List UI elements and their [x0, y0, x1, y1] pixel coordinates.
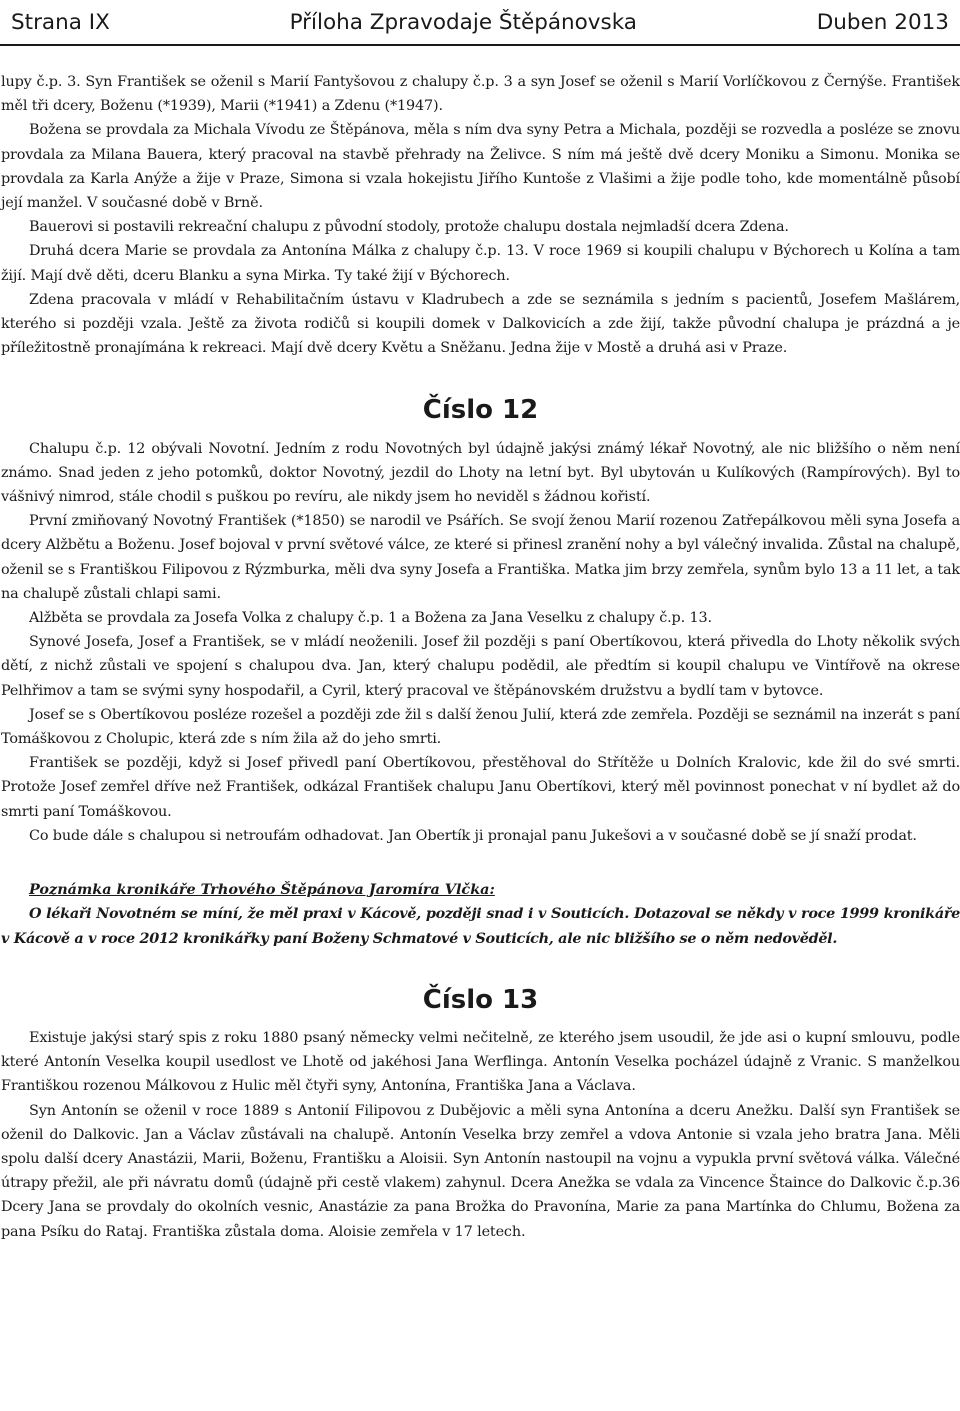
paragraph: Božena se provdala za Michala Vívodu ze Štěpánova, měla s ním dva syny Petra a Michala, později se rozvedla a posléze se znovu provdala za Milana Bauera, který pracoval na stavbě přehrady na Želivce. S ním má ještě dvě dcery Moniku a Simonu. Monika se provdala za Karla Anýže a žije v Praze, Simona si vzala hokejistu Jiřího Kuntoše z Vlašimi a žije podle toho, kde momentálně působí její manžel. V současné době v Brně. [1, 122, 960, 212]
paragraph: Bauerovi si postavili rekreační chalupu z původní stodoly, protože chalupu dostala nejmladší dcera Zdena. [29, 219, 789, 236]
paragraph: František se později, když si Josef přivedl paní Obertíkovou, přestěhoval do Střítěže u Dolních Kralovic, kde žil do své smrti. Protože Josef zemřel dříve než František, odkázal František chalupu Janu Obertíkovi, který měl povinnost ponechat v ní bydlet až do smrti paní Tomáškovou. [1, 755, 960, 820]
issue-date: Duben 2013 [816, 9, 949, 35]
paragraph: Existuje jakýsi starý spis z roku 1880 psaný německy velmi nečitelně, ze kterého jsem usoudil, že jde asi o kupní smlouvu, podle které Antonín Veselka koupil usedlost ve Lhotě od jakéhosi Jana Werflinga. Antonín Veselka pocházel údajně z Vranic. S manželkou Františkou rozenou Málkovou z Hulic měl čtyři syny, Antonína, Františka Jana a Václava. [1, 1029, 960, 1095]
paragraph: Zdena pracovala v mládí v Rehabilitačním ústavu v Kladrubech a zde se seznámila s jedním s pacientů, Josefem Mašlárem, kterého si později vzala. Ještě za života rodičů si koupili domek v Dalkovicích a zde žijí, takže původní chalupa je prázdná a je příležitostně pronajímána k rekreaci. Mají dvě dcery Květu a Sněžanu. Jedna žije v Mostě a druhá asi v Praze. [1, 291, 960, 357]
paragraph: Josef se s Obertíkovou posléze rozešel a později zde žil s další ženou Julií, která zde zemřela. Později se seznámil na inzerát s paní Tomáškovou z Cholupic, která zde s ním žila až do jeho smrti. [1, 706, 960, 748]
publication-title: Příloha Zpravodaje Štěpánovska [289, 9, 637, 35]
chronicler-note-text: O lékaři Novotném se míní, že měl praxi v Kácově, později snad i v Souticích. Dotazoval se někdy v roce 1999 kronikáře v Kácově a v roce 2012 kronikářky paní Boženy Schmatové v Souticích, ale nic bližšího se o něm nedověděl. [1, 905, 960, 947]
chronicler-note-title: Poznámka kronikáře Trhového Štěpánova Jaromíra Vlčka: [29, 881, 495, 899]
paragraph: Alžběta se provdala za Josefa Volka z chalupy č.p. 1 a Božena za Jana Veselku z chalupy č.p. 13. [29, 610, 712, 627]
paragraph: lupy č.p. 3. Syn František se oženil s Marií Fantyšovou z chalupy č.p. 3 a syn Josef se oženil s Marií Vorlíčkovou z Černýše. František měl tři dcery, Boženu (*1939), Marii (*1941) a Zdenu (*1947). [1, 74, 960, 115]
paragraph: Chalupu č.p. 12 obývali Novotní. Jedním z rodu Novotných byl údajně jakýsi známý lékař Novotný, ale nic bližšího o něm není známo. Snad jeden z jeho potomků, doktor Novotný, jezdil do Lhoty na letní byt. Byl ubytován u Kulíkových (Rampírových). Byl to vášnivý nimrod, stále chodil s puškou po revíru, ale nikdy jsem ho neviděl s žádnou kořistí. [1, 440, 960, 506]
paragraph: První zmiňovaný Novotný František (*1850) se narodil ve Psářích. Se svojí ženou Marií rozenou Zatřepálkovou měli syna Josefa a dcery Alžbětu a Boženu. Josef bojoval v první světové válce, ze které si přinesl zranění nohy a byl válečný invalida. Zůstal na chalupě, oženil se s Františkou Filipovou z Rýzmburka, měli dva syny Josefa a Františka. Matka jim brzy zemřela, synům bylo 13 a 11 let, a tak na chalupě zůstali chlapi sami. [1, 513, 960, 602]
article-body [0, 70, 960, 1244]
paragraph: Syn Antonín se oženil v roce 1889 s Antonií Filipovou z Dubějovic a měli syna Antonína a dceru Anežku. Další syn František se oženil do Dalkovic. Jan a Václav zůstávali na chalupě. Antonín Veselka brzy zemřel a vdova Antonie si vzala jeho bratra Jana. Měli spolu další dcery Anastázii, Marii, Boženu, Františku a Aloisii. Syn Antonín nastoupil na vojnu a vypukla první světová válka. Válečné útrapy přežil, ale při návratu domů (údajně při cestě vlakem) zahynul. Dcera Anežka se vdala za Vincence Štaince do Dalkovic č.p.36 Dcery Jana se provdaly do okolních vesnic, Anastázie za pana Brožka do Pravonína, Marie za pana Martínka do Chlumu, Božena za pana Psíku do Rataj. Františka zůstala doma. Aloisie zemřela v 17 letech. [1, 1102, 960, 1240]
page-header [0, 0, 960, 46]
paragraph: Druhá dcera Marie se provdala za Antonína Málka z chalupy č.p. 13. V roce 1969 si koupili chalupu v Býchorech u Kolína a tam žijí. Mají dvě děti, dceru Blanku a syna Mirka. Ty také žijí v Býchorech. [1, 243, 960, 284]
page-number: Strana IX [11, 9, 110, 35]
section-heading-13: Číslo 13 [422, 984, 539, 1015]
paragraph: Co bude dále s chalupou si netroufám odhadovat. Jan Obertík ji pronajal panu Jukešovi a v současné době se jí snaží prodat. [29, 827, 917, 844]
section-heading-12: Číslo 12 [422, 395, 539, 426]
paragraph: Synové Josefa, Josef a František, se v mládí neoženili. Josef žil později s paní Obertíkovou, která přivedla do Lhoty několik svých dětí, z nichž zůstali ve spojení s chalupou dva. Jan, který chalupu podědil, ale předtím si koupil chalupu ve Vintířově na okrese Pelhřimov a tam se svými syny hospodařil, a Cyril, který pracoval ve štěpánovském družstvu a bydlí tam v bytovce. [1, 634, 960, 699]
